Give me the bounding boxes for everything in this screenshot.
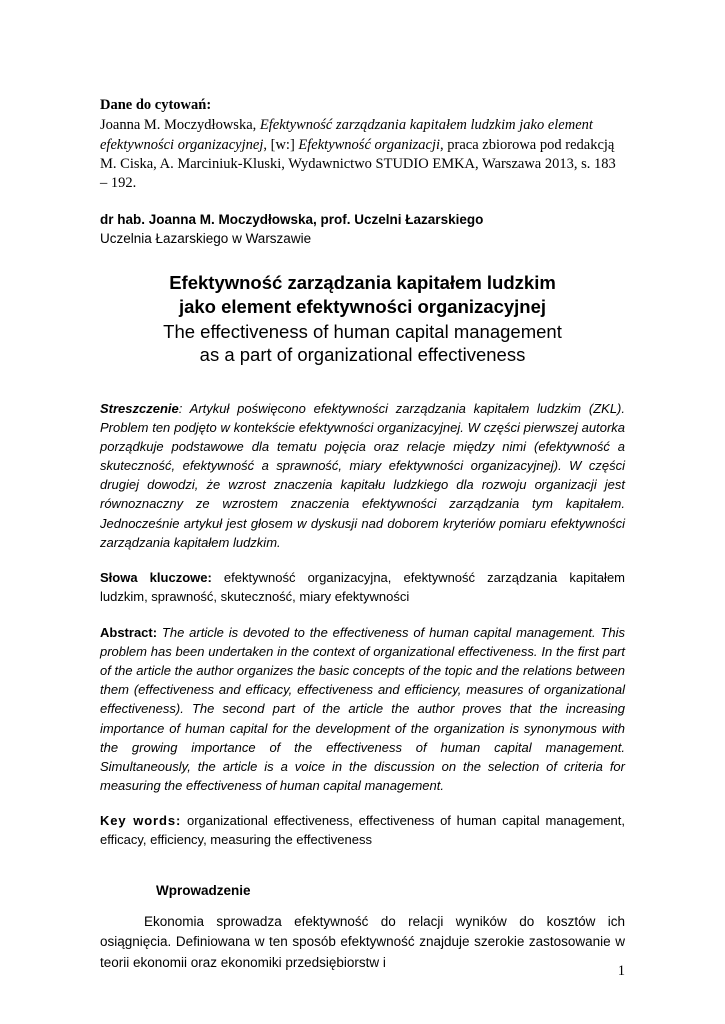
citation-rest: , praca zbiorowa pod redakcją M. Ciska, A. Marciniuk-Kluski, Wydawnictwo STUDIO EMKA, Warszawa 2013, s. 183 – 192. xyxy=(100,136,616,192)
page-title-en xyxy=(100,320,625,367)
citation-author: Joanna M. Moczydłowska, xyxy=(100,117,260,134)
abstract-pl-label: Streszczenie xyxy=(100,400,179,416)
body-paragraph-1: Ekonomia sprowadza efektywność do relacji wyników do kosztów ich osiągnięcia. Definiowana w ten sposób efektywność znajduje szerokie zastosowanie w teorii ekonomii oraz ekonomiki przedsiębiorstw i xyxy=(100,914,625,970)
page-title-pl-line1: Efektywność zarządzania kapitałem ludzkim xyxy=(169,272,556,294)
abstract-en-text: The article is devoted to the effectiveness of human capital management. This problem has been undertaken in the context of organizational effectiveness. In the first part of the article the author organizes the basic concepts of the topic and the relations between them (effectiveness and efficacy, effectiveness and efficiency, measures of organizational effectiveness). The second part of the article the author proves that the increasing importance of human capital for the development of the organization is synonymous with the growing importance of the effectiveness of human capital management. Simultaneously, the article is a voice in the discussion on the selection of criteria for measuring the effectiveness of human capital management. xyxy=(100,624,625,793)
keywords-en-text: organizational effectiveness, effectiveness of human capital management, efficacy, efficiency, measuring the effectiveness xyxy=(100,812,625,848)
keywords-pl-label: Słowa kluczowe: xyxy=(100,569,212,585)
abstract-en xyxy=(100,623,625,795)
citation-book-title: Efektywność organizacji xyxy=(298,136,441,153)
keywords-pl xyxy=(100,568,625,606)
abstract-pl-text: : Artykuł poświęcono efektywności zarządzania kapitałem ludzkim (ZKL). Problem ten podjęto w kontekście efektywności organizacyjnej. W części pierwszej autorka porządkuje podstawowe dla tematu pojęcia oraz relacje między nimi (efektywność a skuteczność, efektywność a sprawność, miary efektywności organizacyjnej). W części drugiej dowodzi, że wzrost znaczenia kapitału ludzkiego dla rozwoju organizacji jest równoznaczny ze wzrostem znaczenia efektywności zarządzania tym kapitałem. Jednocześnie artykuł jest głosem w dyskusji nad doborem kryteriów pomiaru efektywności zarządzania kapitałem ludzkim. xyxy=(100,400,625,550)
page-title-en-line1: The effectiveness of human capital management xyxy=(163,320,562,342)
page-number: 1 xyxy=(617,963,625,979)
keywords-en-label: Key words: xyxy=(100,812,182,828)
page-title-pl xyxy=(100,271,625,318)
citation-work-title: Efektywność zarządzania kapitałem ludzkim jako element efektywności organizacyjnej xyxy=(100,117,593,153)
author-affiliation: Uczelnia Łazarskiego w Warszawie xyxy=(100,231,312,247)
page-title-pl-line2: jako element efektywności organizacyjnej xyxy=(178,295,547,317)
keywords-pl-text: efektywność organizacyjna, efektywność zarządzania kapitałem ludzkim, sprawność, skuteczność, miary efektywności xyxy=(100,569,625,604)
author-name: dr hab. Joanna M. Moczydłowska, prof. Uczelni Łazarskiego xyxy=(100,212,484,228)
keywords-en xyxy=(100,811,625,849)
citation-text xyxy=(100,116,625,193)
section-heading-introduction: Wprowadzenie xyxy=(156,883,251,899)
citation-block xyxy=(100,96,625,193)
citation-in-marker: , [w:] xyxy=(263,136,299,153)
abstract-en-label: Abstract: xyxy=(100,624,158,640)
abstract-pl xyxy=(100,399,625,552)
author-block xyxy=(100,211,625,249)
page-title-en-line2: as a part of organizational effectiveness xyxy=(199,344,526,366)
citation-heading: Dane do cytowań: xyxy=(100,97,212,113)
